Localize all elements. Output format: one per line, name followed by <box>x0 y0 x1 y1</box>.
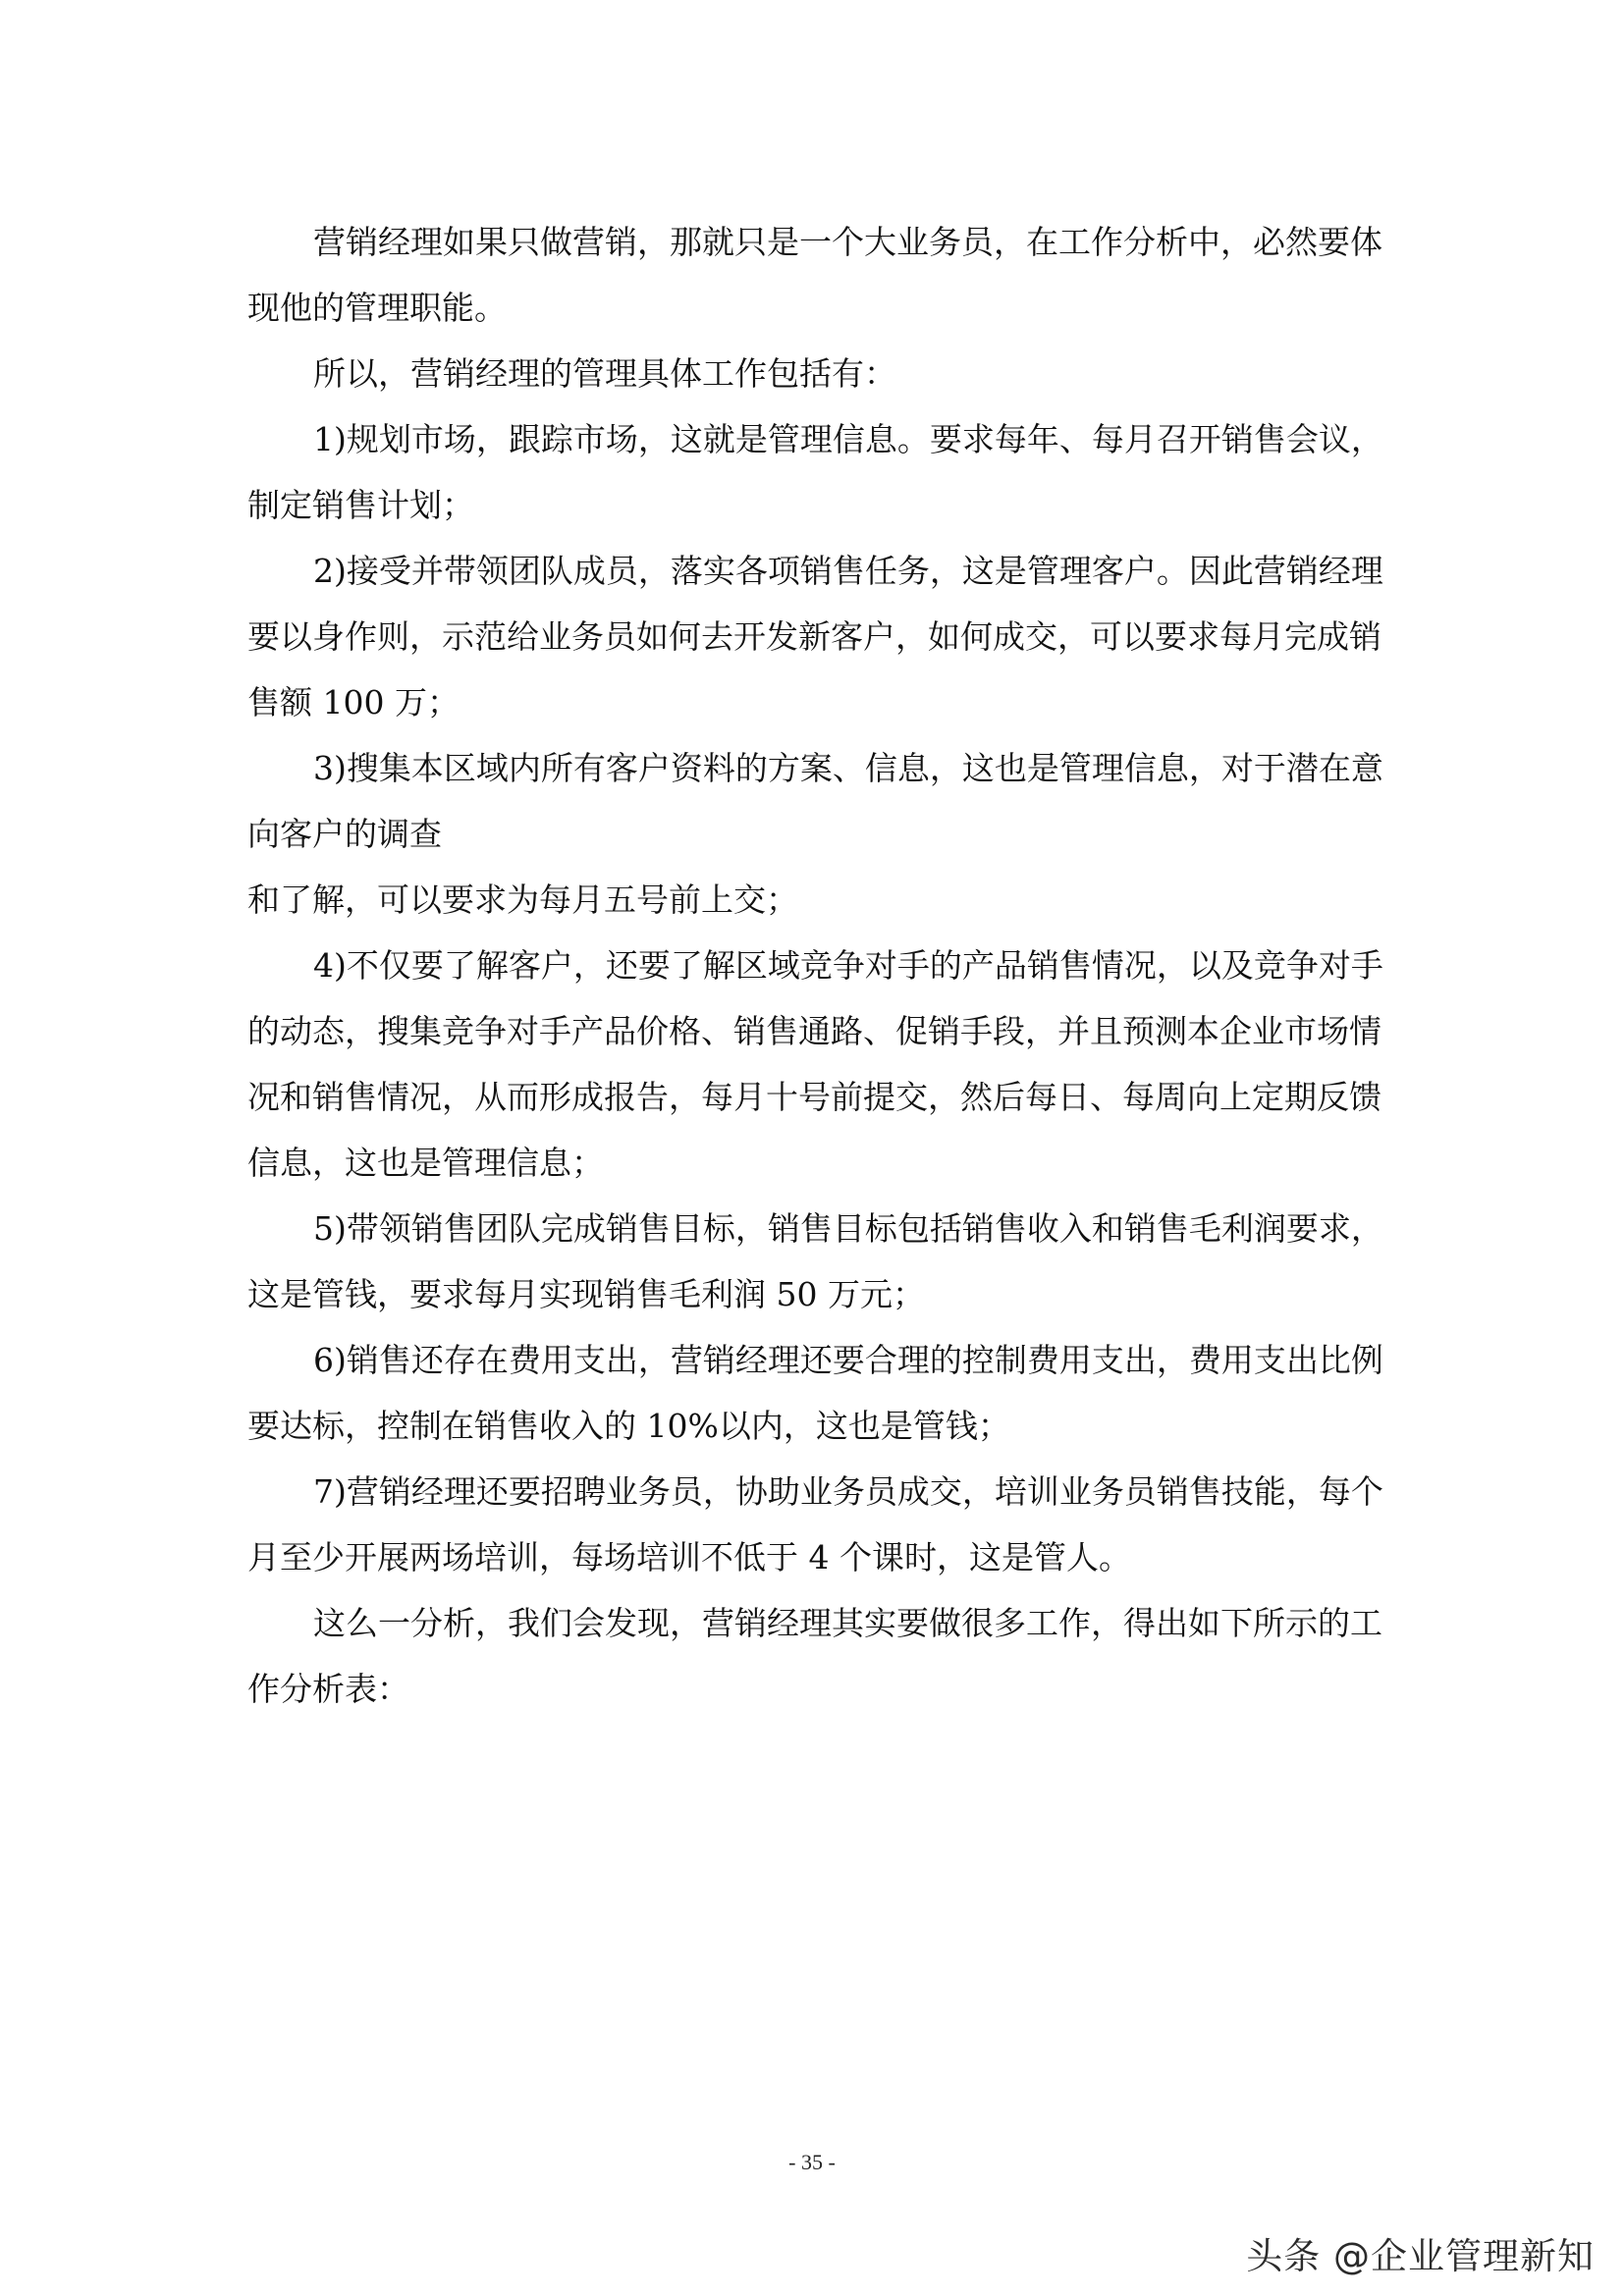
paragraph-item-2 <box>247 538 1386 735</box>
paragraph-intro <box>247 209 1386 341</box>
paragraph-item-4 <box>247 933 1386 1196</box>
text-line: 5)带领销售团队完成销售目标，销售目标包括销售收入和销售毛利润要求， <box>313 1209 1383 1248</box>
text-line: 这么一分析，我们会发现，营销经理其实要做很多工作，得出如下所示的工 <box>313 1604 1382 1642</box>
text-line: 信息，这也是管理信息； <box>247 1144 604 1182</box>
text-line: 和了解，可以要求为每月五号前上交； <box>247 881 798 919</box>
text-line: 要达标，控制在销售收入的 10%以内，这也是管钱； <box>247 1407 1010 1445</box>
paragraph-item-7 <box>247 1459 1386 1590</box>
text-line: 3)搜集本区域内所有客户资料的方案、信息，这也是管理信息，对于潜在意 <box>313 749 1383 787</box>
text-line: 营销经理如果只做营销，那就只是一个大业务员，在工作分析中，必然要体 <box>313 223 1382 261</box>
text-line: 现他的管理职能。 <box>247 289 507 327</box>
watermark: 头条 @企业管理新知 <box>1246 2235 1595 2277</box>
paragraph-item-6 <box>247 1327 1386 1459</box>
text-line: 制定销售计划； <box>247 486 474 524</box>
text-line: 1)规划市场，跟踪市场，这就是管理信息。要求每年、每月召开销售会议， <box>313 420 1383 458</box>
text-line: 2)接受并带领团队成员，落实各项销售任务，这是管理客户。因此营销经理 <box>313 552 1383 590</box>
paragraph-item-5 <box>247 1196 1386 1327</box>
paragraph-item-3 <box>247 735 1386 933</box>
text-line: 所以，营销经理的管理具体工作包括有： <box>313 354 896 393</box>
text-line: 要以身作则，示范给业务员如何去开发新客户，如何成交，可以要求每月完成销 <box>247 617 1381 656</box>
text-line: 的动态，搜集竞争对手产品价格、销售通路、促销手段，并且预测本企业市场情 <box>247 1012 1381 1050</box>
text-line: 售额 100 万； <box>247 683 460 721</box>
page-number: - 35 - <box>788 2150 836 2174</box>
paragraph-conclusion <box>247 1590 1386 1722</box>
text-line: 这是管钱，要求每月实现销售毛利润 50 万元； <box>247 1275 925 1313</box>
text-line: 向客户的调查 <box>247 815 442 853</box>
document-body <box>247 209 1386 1722</box>
text-line: 6)销售还存在费用支出，营销经理还要合理的控制费用支出，费用支出比例 <box>313 1341 1383 1379</box>
paragraph-lead <box>247 341 1386 406</box>
text-line: 况和销售情况，从而形成报告，每月十号前提交，然后每日、每周向上定期反馈 <box>247 1078 1381 1116</box>
text-line: 作分析表： <box>247 1670 409 1708</box>
text-line: 7)营销经理还要招聘业务员，协助业务员成交，培训业务员销售技能，每个 <box>313 1472 1383 1511</box>
text-line: 月至少开展两场培训，每场培训不低于 4 个课时，这是管人。 <box>247 1538 1131 1576</box>
text-line: 4)不仅要了解客户，还要了解区域竞争对手的产品销售情况，以及竞争对手 <box>313 946 1383 985</box>
paragraph-item-1 <box>247 406 1386 538</box>
